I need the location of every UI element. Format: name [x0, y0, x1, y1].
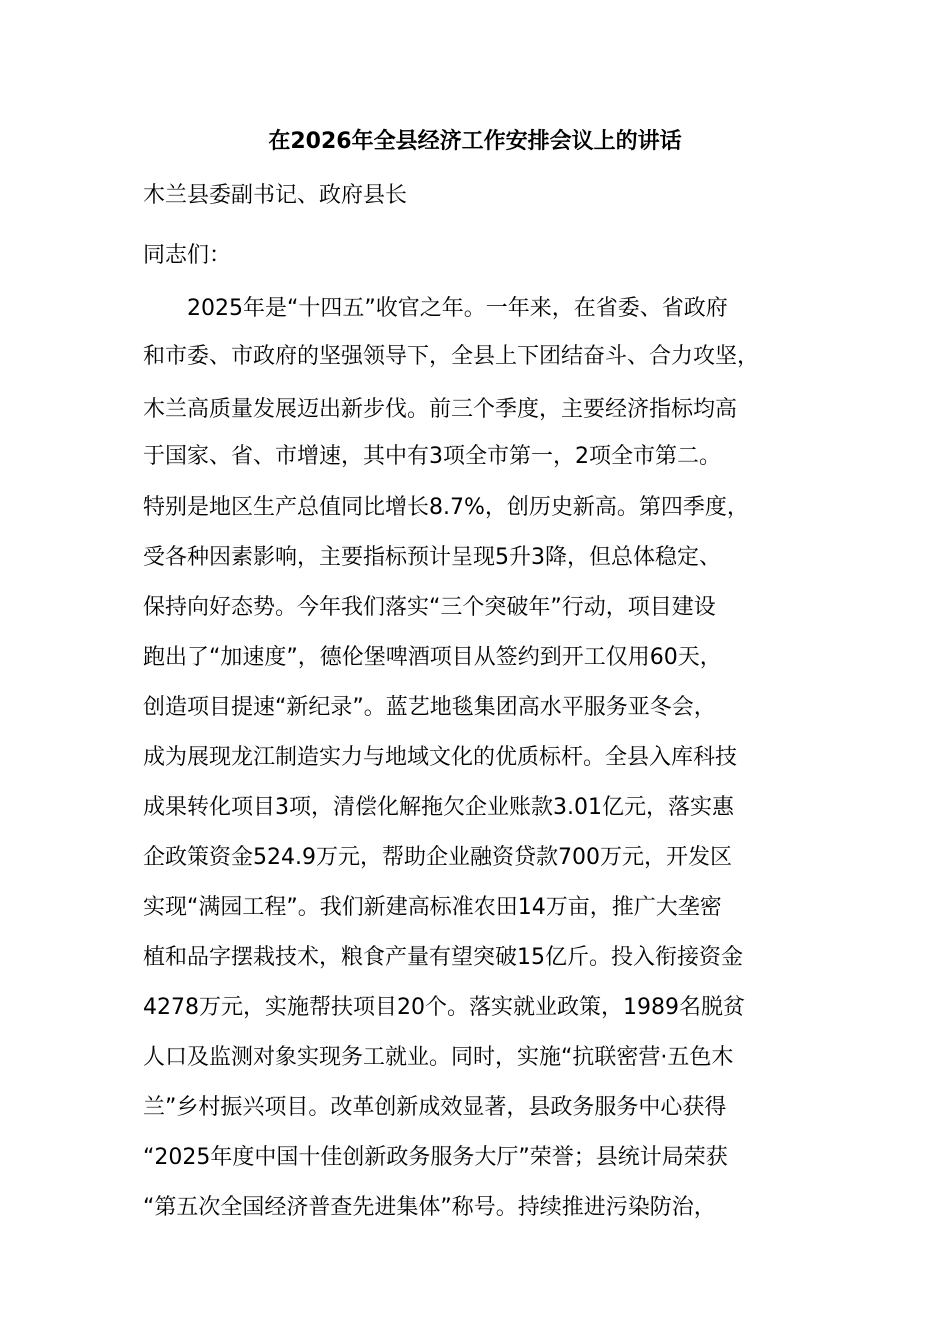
- body-line: “第五次全国经济普查先进集体”称号。持续推进污染防治，: [143, 1195, 716, 1220]
- body-line: 木兰高质量发展迈出新步伐。前三个季度，主要经济指标均高: [143, 397, 738, 422]
- author-line: 木兰县委副书记、政府县长: [143, 183, 408, 208]
- body-line: 保持向好态势。今年我们落实“三个突破年”行动，项目建设: [143, 595, 716, 620]
- body-line: 跑出了“加速度”，德伦堡啤酒项目从签约到开工仅用60天，: [143, 645, 722, 670]
- body-line: 4278万元，实施帮扶项目20个。落实就业政策，1989名脱贫: [143, 995, 745, 1020]
- salutation: 同志们：: [143, 243, 232, 268]
- body-line: “2025年度中国十佳创新政务服务大厅”荣誉；县统计局荣获: [143, 1145, 728, 1170]
- body-line: 人口及监测对象实现务工就业。同时，实施“抗联密营·五色木: [143, 1045, 734, 1070]
- body-line: 植和品字摆栽技术，粮食产量有望突破15亿斤。投入衔接资金: [143, 945, 743, 970]
- body-line: 成果转化项目3项，清偿化解拖欠企业账款3.01亿元，落实惠: [143, 795, 734, 820]
- body-line: 成为展现龙江制造实力与地域文化的优质标杆。全县入库科技: [143, 745, 738, 770]
- body-line: 2025年是“十四五”收官之年。一年来，在省委、省政府: [143, 296, 728, 321]
- body-line: 和市委、市政府的坚强领导下，全县上下团结奋斗、合力攻坚，: [143, 344, 760, 369]
- body-line: 实现“满园工程”。我们新建高标准农田14万亩，推广大垄密: [143, 895, 722, 920]
- body-line: 兰”乡村振兴项目。改革创新成效显著，县政务服务中心获得: [143, 1095, 727, 1120]
- document-title: 在2026年全县经济工作安排会议上的讲话: [268, 129, 682, 154]
- body-line: 特别是地区生产总值同比增长8.7%，创历史新高。第四季度，: [143, 495, 749, 520]
- body-line: 创造项目提速“新纪录”。蓝艺地毯集团高水平服务亚冬会，: [143, 695, 716, 720]
- body-line: 受各种因素影响，主要指标预计呈现5升3降，但总体稳定、: [143, 545, 721, 570]
- body-line: 于国家、省、市增速，其中有3项全市第一，2项全市第二。: [143, 444, 721, 469]
- body-line: 企政策资金524.9万元，帮助企业融资贷款700万元，开发区: [143, 845, 732, 870]
